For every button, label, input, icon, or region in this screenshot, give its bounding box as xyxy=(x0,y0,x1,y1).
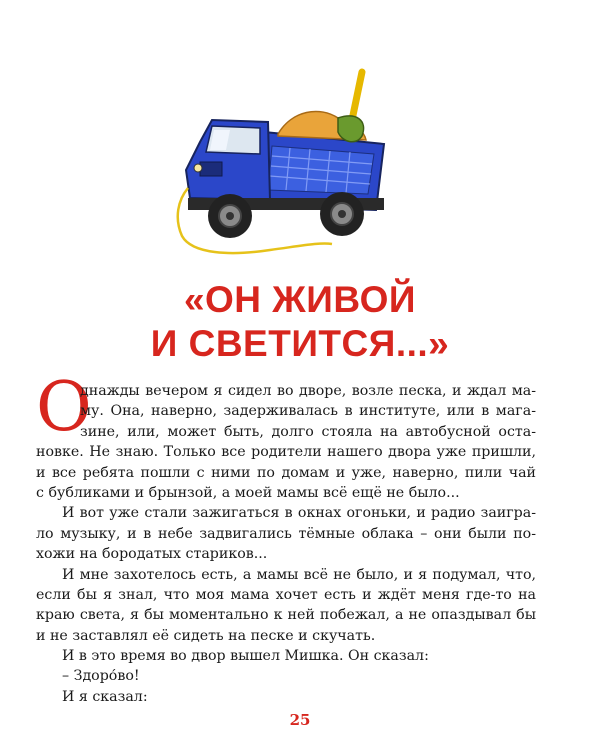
text-line: И вот уже стали зажигаться в окнах огоньки, и радио заигра- xyxy=(62,505,536,522)
chapter-title-line-2: И СВЕТИТСЯ...» xyxy=(150,323,450,364)
text-line: И в это время во двор вышел Мишка. Он сказал: xyxy=(62,648,429,665)
text-line: зине, или, может быть, долго стояла на автобусной оста- xyxy=(80,423,536,440)
text-line: – Здоро́во! xyxy=(62,668,140,685)
chapter-title-line-1: «ОН ЖИВОЙ xyxy=(183,279,417,320)
text-line: И я сказал: xyxy=(62,688,148,705)
chapter-title xyxy=(0,278,600,366)
text-line: хожи на бородатых стариков... xyxy=(36,546,268,563)
text-line: если бы я знал, что моя мама хочет есть и ждёт меня где-то на xyxy=(36,586,536,603)
story-text xyxy=(36,381,536,707)
drop-cap: О xyxy=(36,368,92,447)
text-line: и все ребята пошли с ними по домам и уже, наверно, пили чай xyxy=(36,464,536,481)
toy-dump-truck-icon xyxy=(160,60,420,260)
text-line: днажды вечером я сидел во дворе, возле песка, и ждал ма- xyxy=(80,383,536,399)
text-line: новке. Не знаю. Только все родители нашего двора уже пришли, xyxy=(36,444,536,461)
text-line: И мне захотелось есть, а мамы всё не было, и я подумал, что, xyxy=(62,566,536,583)
text-line: с бубликами и брынзой, а моей мамы всё ещё не было... xyxy=(36,484,460,501)
text-line: и не заставлял её сидеть на песке и скучать. xyxy=(36,627,376,644)
text-line: му. Она, наверно, задерживалась в институте, или в мага- xyxy=(80,403,536,420)
page-number: 25 xyxy=(289,711,311,729)
text-line: ло музыку, и в небе задвигались тёмные облака – они были по- xyxy=(36,525,536,542)
text-line: краю света, я бы моментально к ней побежал, а не опаздывал бы xyxy=(36,607,536,624)
